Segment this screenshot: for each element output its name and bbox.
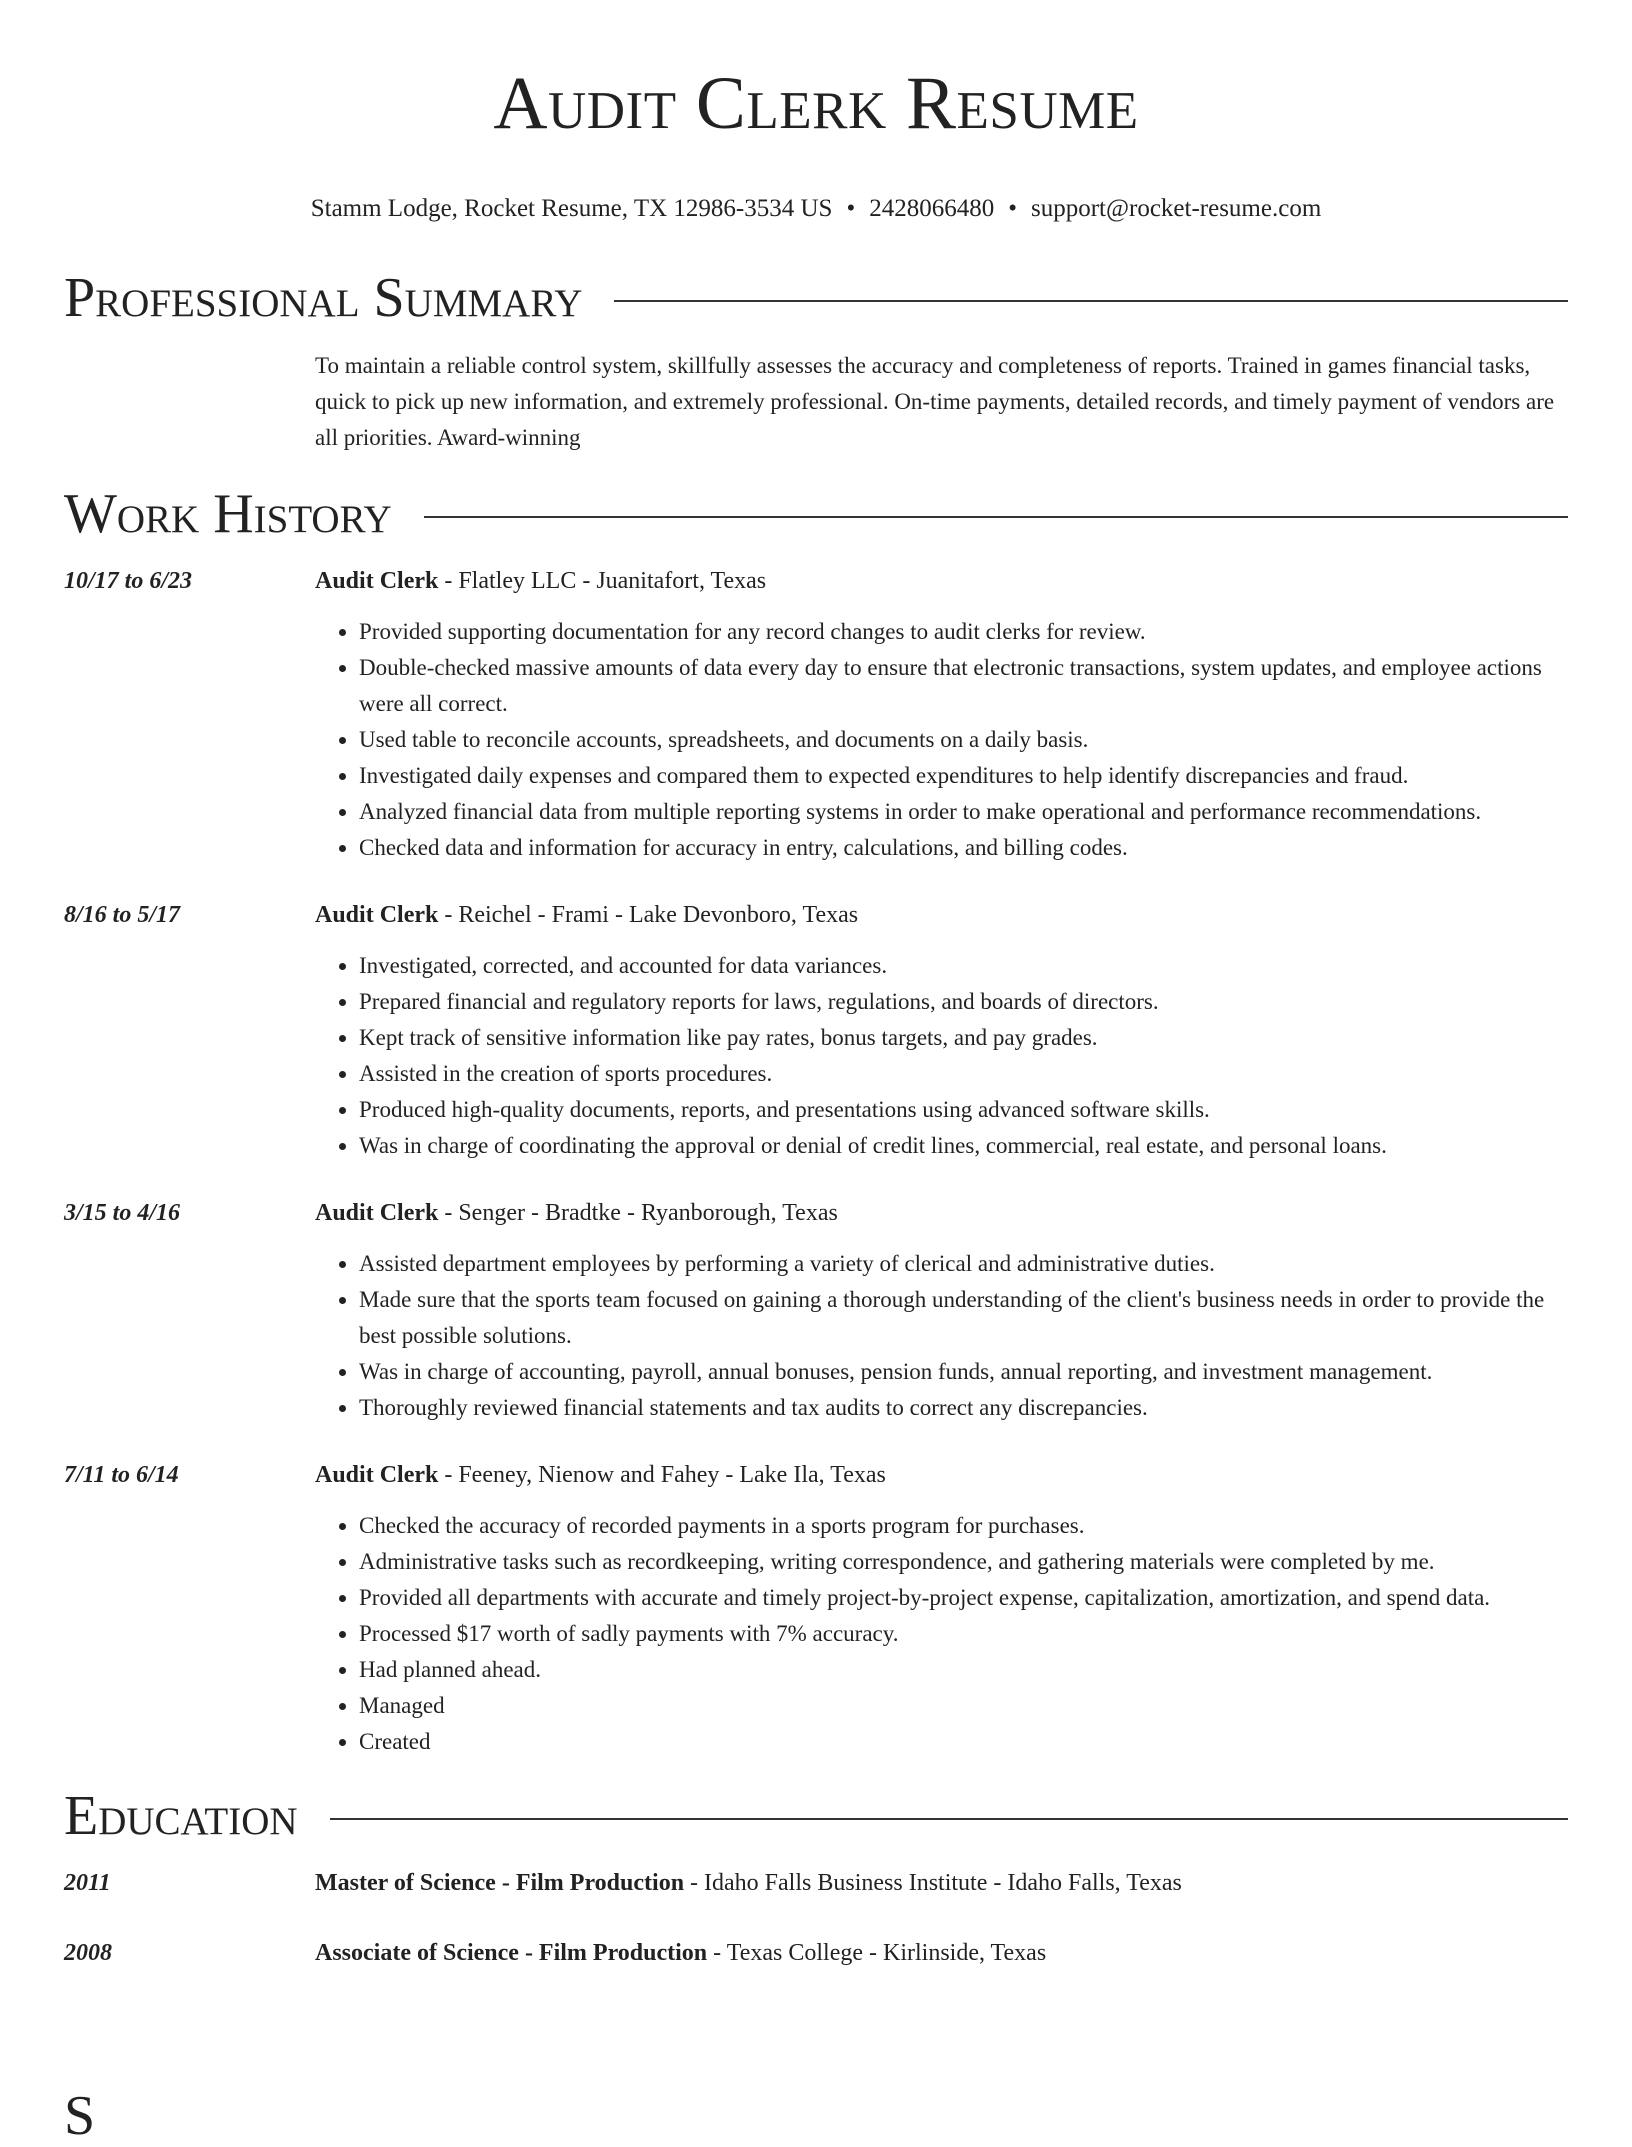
job-entry: [64, 1196, 1568, 1426]
work-history-list: [64, 564, 1568, 1760]
job-bullets: [315, 1508, 1568, 1760]
list-item: • Investigated daily expenses and compared them to expected expenditures to help identify discrepancies and fraud.: [359, 758, 1568, 794]
separator-dot: •: [1008, 195, 1017, 223]
list-item: • Processed $17 worth of sadly payments with 7% accuracy.: [359, 1616, 1568, 1652]
job-entry: [64, 1458, 1568, 1760]
education-degree: Associate of Science - Film Production: [315, 1940, 708, 1967]
work-section-header: [64, 484, 1568, 544]
education-list: [64, 1866, 1568, 1970]
education-entry: [64, 1936, 1568, 1970]
education-year: 2008: [64, 1940, 112, 1967]
summary-text: To maintain a reliable control system, skillfully assesses the accuracy and completeness of reports. Trained in games financial tasks, quick to pick up new information, and extremely professional. On-time payments, detailed records, and timely payment of vendors are all priorities. Award-winning: [315, 353, 1555, 451]
job-bullets: [315, 948, 1568, 1164]
list-item: • Thoroughly reviewed financial statements and tax audits to correct any discrepancies.: [359, 1390, 1568, 1426]
job-entry: [64, 898, 1568, 1164]
job-body: [315, 898, 1568, 1164]
section-divider: [614, 300, 1568, 302]
list-item: • Managed: [359, 1688, 1568, 1724]
list-item: • Provided supporting documentation for any record changes to audit clerks for review.: [359, 614, 1568, 650]
job-body: [315, 1458, 1568, 1760]
list-item: • Prepared financial and regulatory reports for laws, regulations, and boards of directors.: [359, 984, 1568, 1020]
page-title: Audit Clerk Resume: [493, 62, 1139, 145]
job-title-line: [315, 1196, 1568, 1230]
education-section-header: [64, 1786, 1568, 1846]
resume-page: [64, 0, 1568, 1970]
job-role: Audit Clerk: [315, 1200, 439, 1227]
next-section-heading-partial: S: [64, 2085, 96, 2147]
summary-section-header: [64, 268, 1568, 328]
job-bullets: [315, 1246, 1568, 1426]
job-details: - Reichel - Frami - Lake Devonboro, Texas: [438, 902, 859, 929]
section-divider: [330, 1818, 1568, 1820]
job-entry: [64, 564, 1568, 866]
job-dates: 7/11 to 6/14: [64, 1462, 179, 1489]
work-heading: Work History: [64, 483, 392, 546]
list-item: • Made sure that the sports team focused on gaining a thorough understanding of the client's business needs in order to provide the best possible solutions.: [359, 1282, 1568, 1354]
education-line: [315, 1936, 1046, 1970]
separator-dot: •: [846, 195, 856, 223]
job-details: - Senger - Bradtke - Ryanborough, Texas: [438, 1200, 838, 1227]
job-role: Audit Clerk: [315, 902, 439, 929]
section-divider: [424, 516, 1568, 518]
education-line: [315, 1866, 1182, 1900]
list-item: • Assisted department employees by performing a variety of clerical and administrative duties.: [359, 1246, 1568, 1282]
list-item: • Assisted in the creation of sports procedures.: [359, 1056, 1568, 1092]
education-degree: Master of Science - Film Production: [315, 1870, 685, 1897]
list-item: • Was in charge of accounting, payroll, annual bonuses, pension funds, annual reporting, and investment management.: [359, 1354, 1568, 1390]
contact-phone: 2428066480: [869, 195, 995, 223]
list-item: • Was in charge of coordinating the approval or denial of credit lines, commercial, real estate, and personal loans.: [359, 1128, 1568, 1164]
list-item: • Checked the accuracy of recorded payments in a sports program for purchases.: [359, 1508, 1568, 1544]
contact-line: [64, 194, 1568, 224]
list-item: • Kept track of sensitive information like pay rates, bonus targets, and pay grades.: [359, 1020, 1568, 1056]
job-bullets: [315, 614, 1568, 866]
list-item: • Had planned ahead.: [359, 1652, 1568, 1688]
education-heading: Education: [64, 1785, 298, 1848]
list-item: • Created: [359, 1724, 1568, 1760]
job-title-line: [315, 1458, 1568, 1492]
contact-address: Stamm Lodge, Rocket Resume, TX 12986-3534 US: [310, 195, 833, 223]
job-title-line: [315, 564, 1568, 598]
job-role: Audit Clerk: [315, 1462, 439, 1489]
job-details: - Feeney, Nienow and Fahey - Lake Ila, Texas: [438, 1462, 886, 1489]
contact-email: support@rocket-resume.com: [1030, 195, 1322, 223]
job-body: [315, 564, 1568, 866]
list-item: • Produced high-quality documents, reports, and presentations using advanced software skills.: [359, 1092, 1568, 1128]
list-item: • Checked data and information for accuracy in entry, calculations, and billing codes.: [359, 830, 1568, 866]
list-item: • Double-checked massive amounts of data every day to ensure that electronic transactions, system updates, and employee actions were all correct.: [359, 650, 1568, 722]
education-entry: [64, 1866, 1568, 1900]
job-dates: 10/17 to 6/23: [64, 568, 193, 595]
list-item: • Used table to reconcile accounts, spreadsheets, and documents on a daily basis.: [359, 722, 1568, 758]
job-dates: 3/15 to 4/16: [64, 1200, 181, 1227]
list-item: • Provided all departments with accurate and timely project-by-project expense, capitalization, amortization, and spend data.: [359, 1580, 1568, 1616]
list-item: • Analyzed financial data from multiple reporting systems in order to make operational and performance recommendations.: [359, 794, 1568, 830]
education-details: - Idaho Falls Business Institute - Idaho Falls, Texas: [684, 1870, 1182, 1897]
job-role: Audit Clerk: [315, 568, 439, 595]
list-item: • Investigated, corrected, and accounted for data variances.: [359, 948, 1568, 984]
job-dates: 8/16 to 5/17: [64, 902, 181, 929]
job-body: [315, 1196, 1568, 1426]
education-details: - Texas College - Kirlinside, Texas: [707, 1940, 1047, 1967]
summary-heading: Professional Summary: [64, 267, 583, 330]
job-title-line: [315, 898, 1568, 932]
job-details: - Flatley LLC - Juanitafort, Texas: [438, 568, 767, 595]
education-year: 2011: [64, 1870, 111, 1897]
list-item: • Administrative tasks such as recordkeeping, writing correspondence, and gathering materials were completed by me.: [359, 1544, 1568, 1580]
